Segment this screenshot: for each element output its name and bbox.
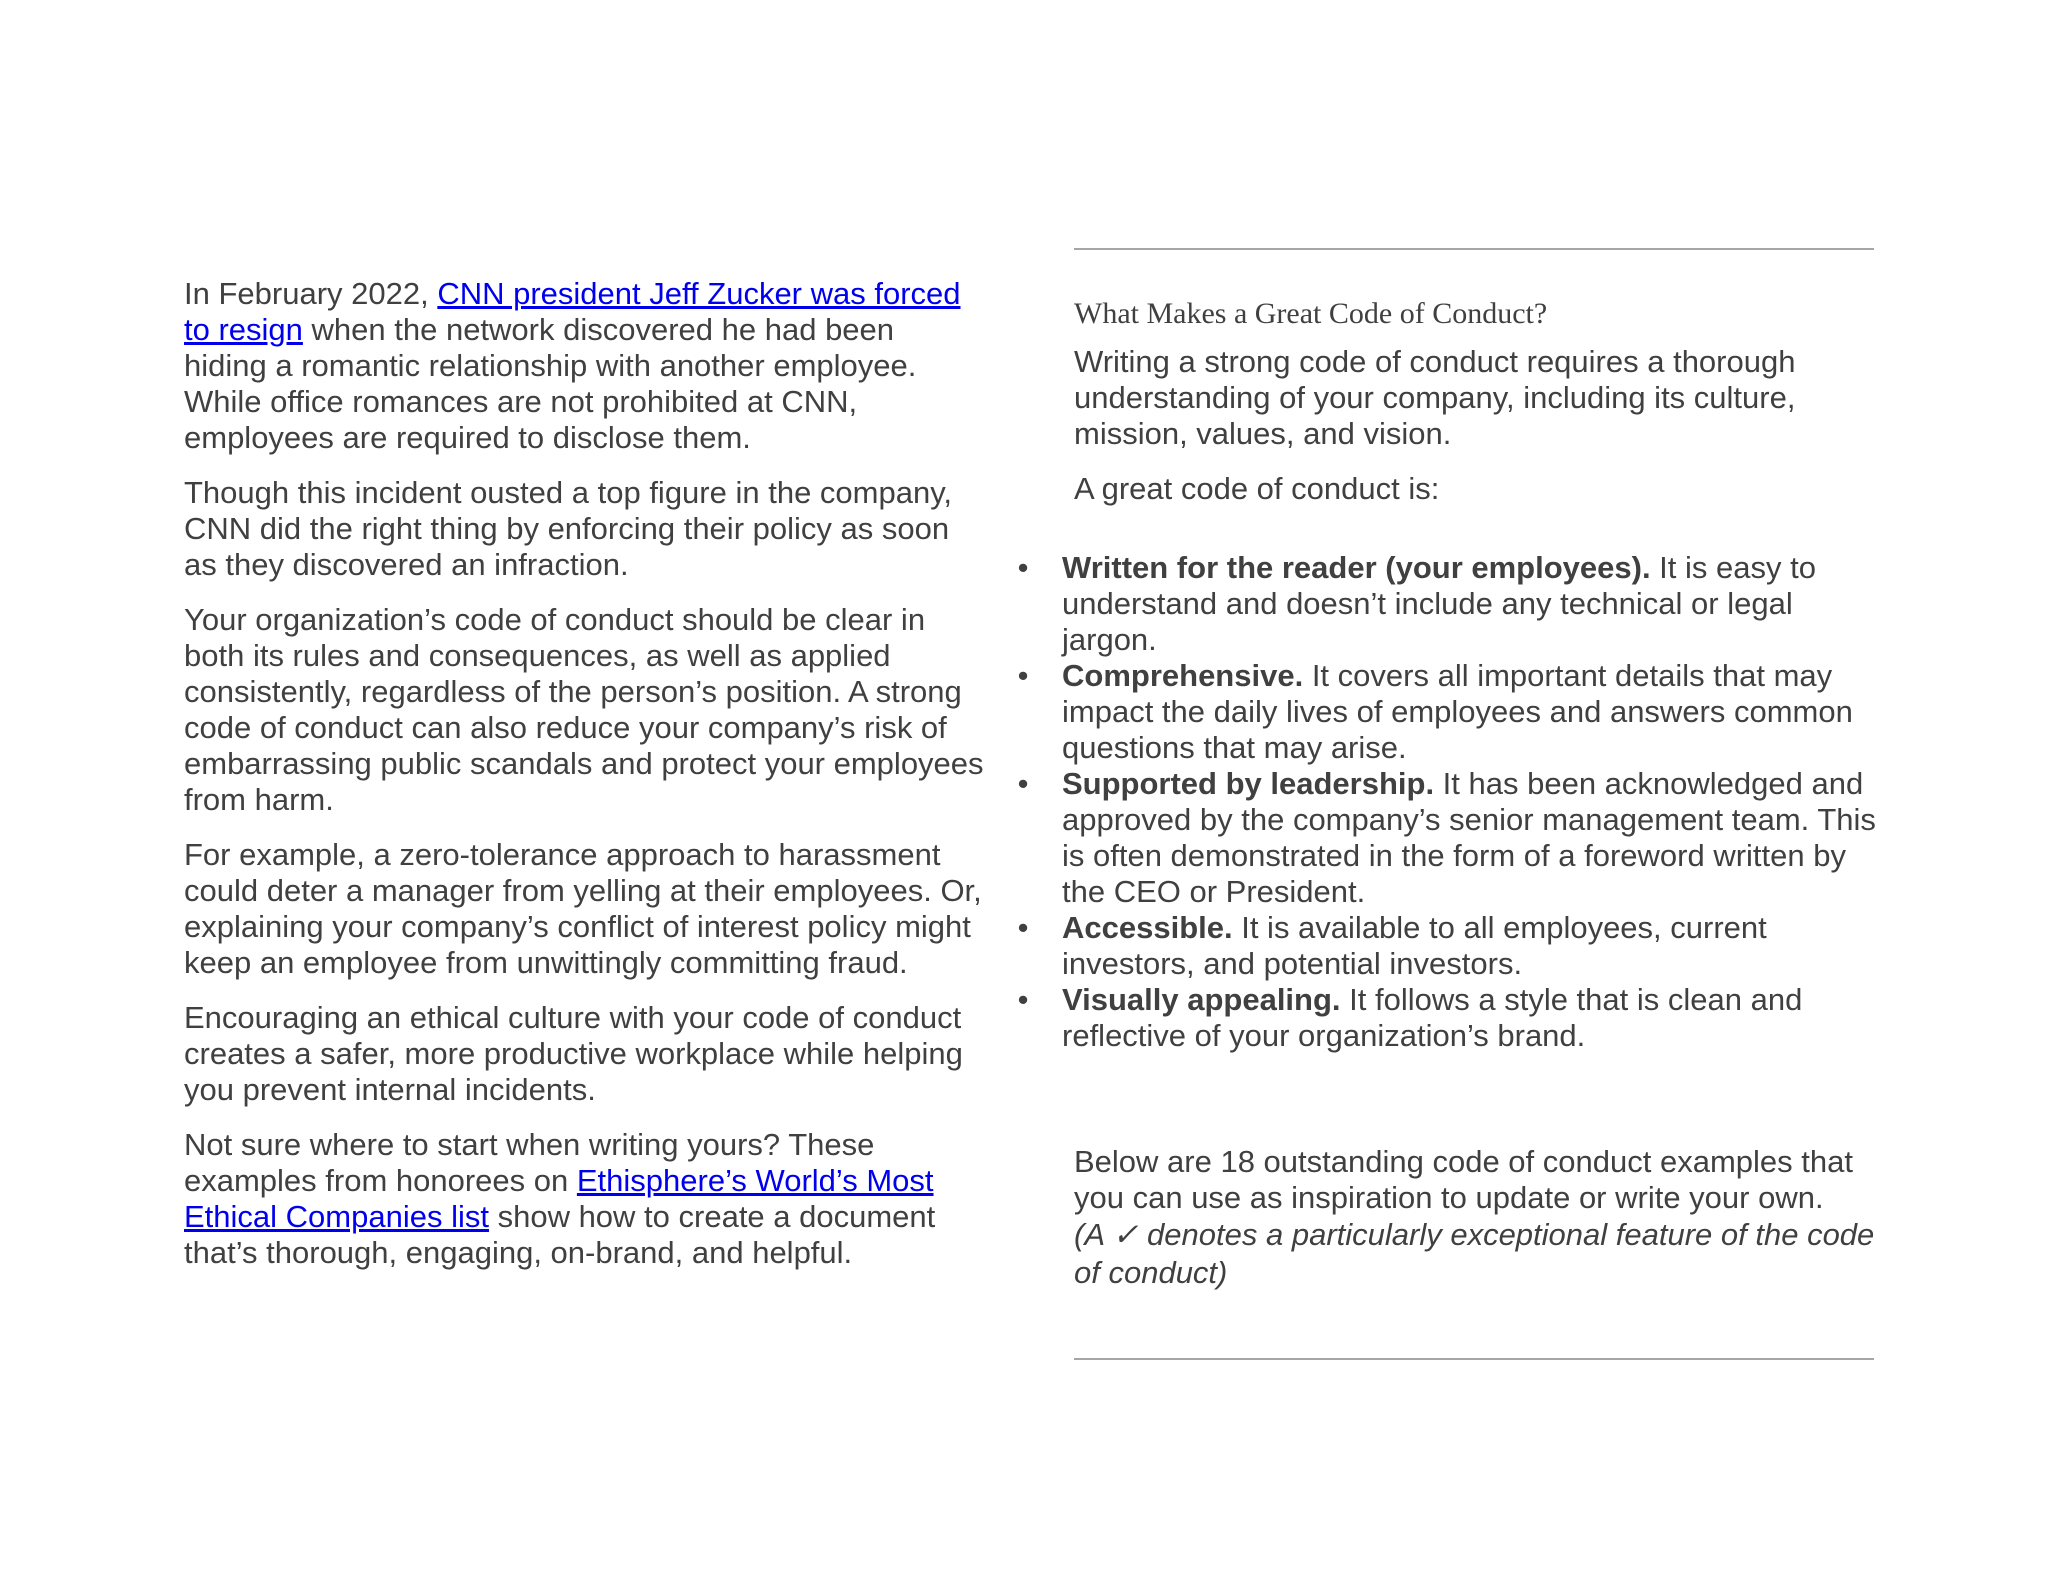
where-to-start-text-start: Not sure where to start when writing yours? These examples from honorees on	[184, 1127, 875, 1198]
bullet-icon: •	[1017, 982, 1029, 1017]
list-item-text: It follows a style that is clean and reflective of your organization’s brand.	[1062, 982, 1803, 1053]
list-item-term: Written for the reader (your employees).	[1062, 550, 1651, 585]
sidebar-top-rule	[1074, 248, 1874, 250]
list-item-text: It covers all important details that may impact the daily lives of employees and answers common questions that may arise.	[1062, 658, 1853, 765]
qualities-list	[1017, 550, 1892, 1054]
article-body-left	[184, 276, 984, 1290]
where-to-start-text-end: show how to create a document that’s thorough, engaging, on-brand, and helpful.	[184, 1199, 936, 1270]
sidebar-box	[1074, 292, 1884, 526]
enforcement-paragraph: Though this incident ousted a top figure in the company, CNN did the right thing by enforcing their policy as soon as they discovered an infraction.	[184, 475, 953, 582]
list-item-term: Comprehensive.	[1062, 658, 1304, 693]
bullet-icon: •	[1017, 658, 1029, 693]
ethisphere-list-link[interactable]: Ethisphere’s World’s Most Ethical Companies list	[184, 1163, 934, 1234]
where-to-start-paragraph	[184, 1127, 984, 1271]
consistency-paragraph: Your organization’s code of conduct should be clear in both its rules and consequences, as well as applied consistently, regardless of the person’s position. A strong code of conduct can also reduce your company’s risk of embarrassing public scandals and protect your employees from harm.	[184, 602, 984, 817]
list-item-text: It is available to all employees, current investors, and potential investors.	[1062, 910, 1767, 981]
sidebar-bottom-rule	[1074, 1358, 1874, 1360]
bullet-icon: •	[1017, 550, 1029, 585]
closing-paragraph: Below are 18 outstanding code of conduct examples that you can use as inspiration to update or write your own.	[1074, 1144, 1853, 1215]
sidebar-intro: Writing a strong code of conduct requires a thorough understanding of your company, including its culture, mission, values, and vision.	[1074, 344, 1796, 451]
bullet-icon: •	[1017, 910, 1029, 945]
list-item-text: It has been acknowledged and approved by the company’s senior management team. This is often demonstrated in the form of a foreword written by the CEO or President.	[1062, 766, 1876, 909]
list-item	[1017, 766, 1892, 910]
sidebar-closing	[1074, 1144, 1884, 1292]
list-item-text: It is easy to understand and doesn’t include any technical or legal jargon.	[1062, 550, 1816, 657]
sidebar-heading: What Makes a Great Code of Conduct?	[1074, 297, 1548, 330]
list-item-term: Visually appealing.	[1062, 982, 1341, 1017]
list-item	[1017, 550, 1892, 658]
intro-text-end: when the network discovered he had been hiding a romantic relationship with another employee. While office romances are not prohibited at CNN, employees are required to disclose them.	[184, 312, 917, 455]
checkmark-note: (A ✓ denotes a particularly exceptional feature of the code of conduct)	[1074, 1217, 1875, 1290]
example-paragraph: For example, a zero-tolerance approach to harassment could deter a manager from yelling at their employees. Or, explaining your company’s conflict of interest policy might keep an employee from unwittingly committing fraud.	[184, 837, 982, 980]
list-item	[1017, 982, 1892, 1054]
bullet-icon: •	[1017, 766, 1029, 801]
ethical-culture-paragraph: Encouraging an ethical culture with your code of conduct creates a safer, more productive workplace while helping you prevent internal incidents.	[184, 1000, 963, 1107]
list-item	[1017, 658, 1892, 766]
zucker-resign-link[interactable]: CNN president Jeff Zucker was forced to resign	[184, 276, 961, 347]
list-item-term: Accessible.	[1062, 910, 1233, 945]
sidebar-lead: A great code of conduct is:	[1074, 471, 1440, 506]
list-item	[1017, 910, 1892, 982]
intro-paragraph	[184, 276, 984, 456]
intro-text-start: In February 2022,	[184, 276, 438, 311]
list-item-term: Supported by leadership.	[1062, 766, 1435, 801]
